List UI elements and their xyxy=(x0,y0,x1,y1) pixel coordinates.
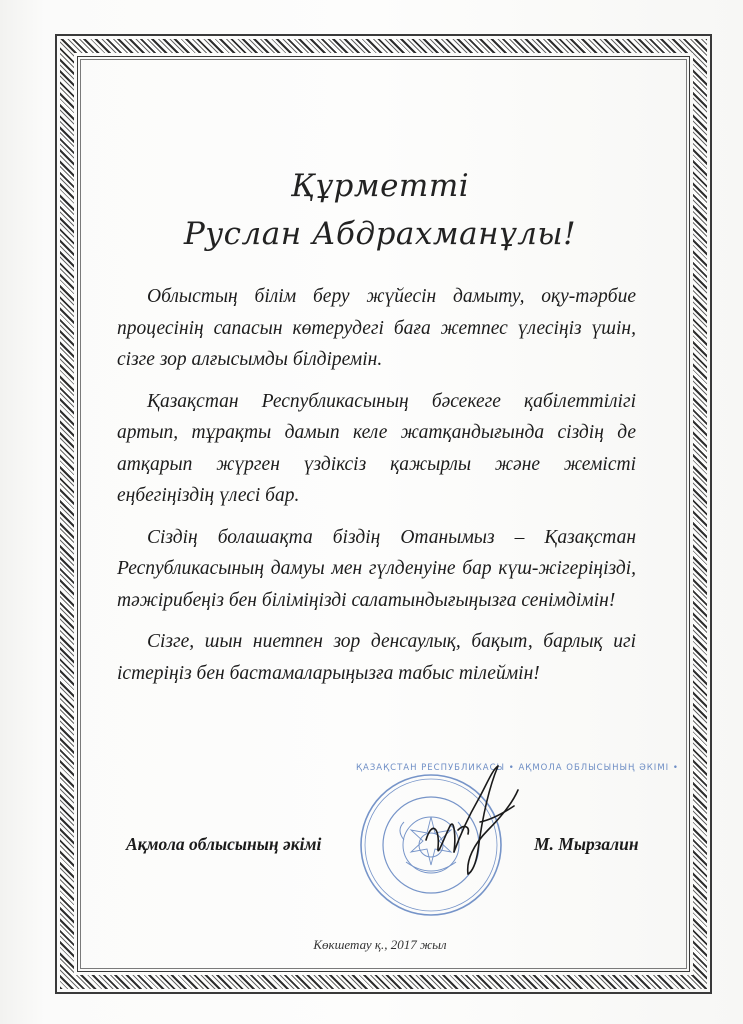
paragraph-4: Сізге, шын ниетпен зор денсаулық, бақыт, барлық игі істеріңіз бен бастамаларыңызға табыс тілеймін! xyxy=(117,631,636,684)
letter-body xyxy=(117,281,636,699)
place-and-date: Көкшетау қ., 2017 жыл xyxy=(313,937,447,952)
signatory-name: М. Мырзалин xyxy=(534,834,639,854)
salutation-addressee: Руслан Абдрахманұлы! xyxy=(183,216,577,252)
handwritten-signature-icon xyxy=(418,760,528,880)
paragraph-3: Сіздің болашақта біздің Отанымыз – Қазақстан Республикасының дамуы мен гүлденуіне бар күш-жігеріңізді, тәжірибеңіз бен біліміңізді салатындығыңызға сенімдімін! xyxy=(117,526,636,611)
seal-text: ҚАЗАҚСТАН РЕСПУБЛИКАСЫ • АҚМОЛА ОБЛЫСЫНЫҢ ӘКІМІ • xyxy=(356,763,679,773)
salutation-honorific: Құрметті xyxy=(290,168,470,204)
paragraph-1: Облыстың білім беру жүйесін дамыту, оқу-тәрбие процесінің сапасын көтерудегі баға жетпес үлесіңіз үшін, сізге зор алғысымды білдіремін. xyxy=(117,286,636,370)
signatory-title: Ақмола облысының әкімі xyxy=(126,834,322,854)
paragraph-2: Қазақстан Республикасының бәсекеге қабілеттілігі артып, тұрақты дамып келе жатқандығында сіздің де атқарып жүрген үздіксіз қажырлы және жемісті еңбегіңіздің үлесі бар. xyxy=(117,390,636,506)
